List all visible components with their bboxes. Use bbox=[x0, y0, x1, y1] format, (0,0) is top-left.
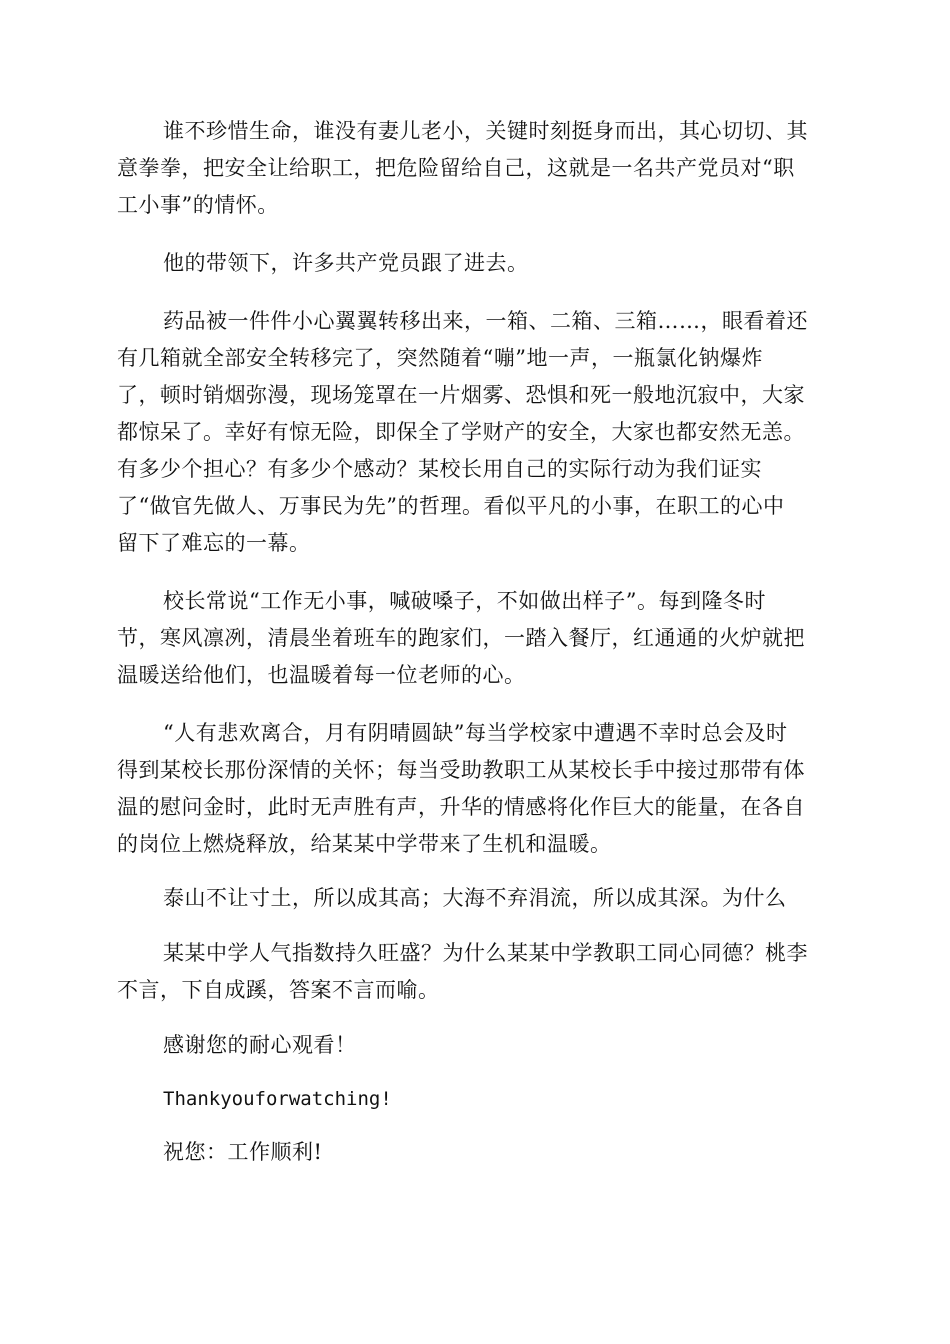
text-line-14: 温暖送给他们，也温暖着每一位老师的心。 bbox=[117, 663, 526, 687]
text-line-18: 的岗位上燃烧释放，给某某中学带来了生机和温暖。 bbox=[117, 832, 612, 856]
text-line-21: 不言，下自成蹊，答案不言而喻。 bbox=[117, 978, 440, 1002]
text-line-5: 药品被一件件小心翼翼转移出来，一箱、二箱、三箱……，眼看着还 bbox=[163, 309, 808, 333]
text-line-9: 有多少个担心？有多少个感动？某校长用自己的实际行动为我们证实 bbox=[117, 457, 762, 481]
text-line-8: 都惊呆了。幸好有惊无险，即保全了学财产的安全，大家也都安然无恙。 bbox=[117, 420, 805, 444]
text-line-16: 得到某校长那份深情的关怀；每当受助教职工从某校长手中接过那带有体 bbox=[117, 758, 805, 782]
text-line-4: 他的带领下，许多共产党员跟了进去。 bbox=[163, 251, 529, 275]
text-line-6: 有几箱就全部安全转移完了，突然随着“嘣”地一声，一瓶氯化钠爆炸 bbox=[117, 346, 763, 370]
text-line-2: 意拳拳，把安全让给职工，把危险留给自己，这就是一名共产党员对“职 bbox=[117, 156, 795, 180]
text-line-11: 留下了难忘的一幕。 bbox=[117, 531, 311, 555]
text-line-15: “人有悲欢离合，月有阴晴圆缺”每当学校家中遭遇不幸时总会及时 bbox=[163, 721, 788, 745]
text-line-10: 了“做官先做人、万事民为先”的哲理。看似平凡的小事，在职工的心中 bbox=[117, 494, 785, 518]
text-line-3: 工小事”的情怀。 bbox=[117, 193, 279, 217]
closing-wish: 祝您：工作顺利! bbox=[163, 1140, 323, 1164]
text-line-13: 节，寒风凛冽，清晨坐着班车的跑家们，一踏入餐厅，红通通的火炉就把 bbox=[117, 626, 805, 650]
text-line-1: 谁不珍惜生命，谁没有妻儿老小，关键时刻挺身而出，其心切切、其 bbox=[163, 119, 808, 143]
text-line-7: 了，顿时销烟弥漫，现场笼罩在一片烟雾、恐惧和死一般地沉寂中，大家 bbox=[117, 383, 805, 407]
closing-thanks: 感谢您的耐心观看！ bbox=[163, 1033, 357, 1057]
text-line-12: 校长常说“工作无小事，喊破嗓子，不如做出样子”。每到隆冬时 bbox=[163, 589, 766, 613]
closing-thanks-english: Thankyouforwatching! bbox=[163, 1088, 392, 1110]
text-line-17: 温的慰问金时，此时无声胜有声，升华的情感将化作巨大的能量，在各自 bbox=[117, 795, 805, 819]
text-line-20: 某某中学人气指数持久旺盛？为什么某某中学教职工同心同德？桃李 bbox=[163, 941, 808, 965]
text-line-19: 泰山不让寸土，所以成其高；大海不弃涓流，所以成其深。为什么 bbox=[163, 886, 787, 910]
